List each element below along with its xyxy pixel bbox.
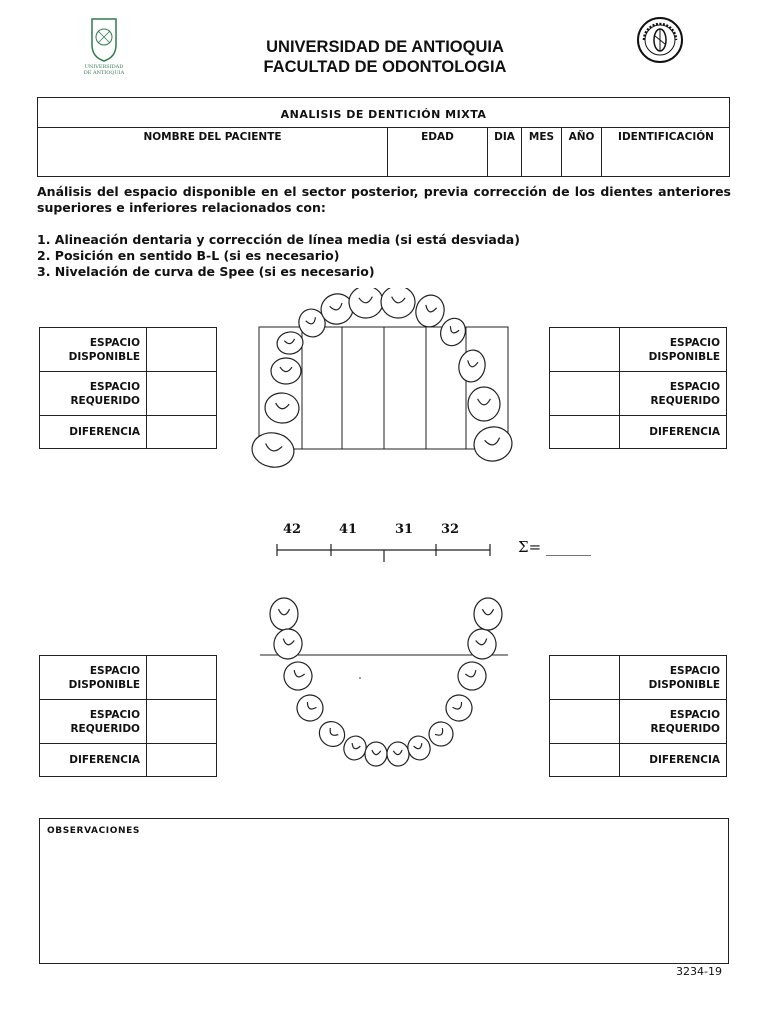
university-logo [78, 15, 130, 79]
step-item: 1. Alineación dentaria y corrección de línea media (si está desviada) [37, 232, 520, 247]
tooth-number: 41 [339, 522, 358, 537]
lower-arch-diagram [252, 596, 518, 770]
available-space-label: ESPACIO DISPONIBLE [40, 328, 147, 372]
required-space-label: ESPACIO REQUERIDO [40, 700, 147, 744]
month-field[interactable]: MES [521, 128, 561, 177]
step-item: 2. Posición en sentido B-L (si es necesario) [37, 248, 340, 263]
space-table-lower-left [39, 655, 217, 777]
available-space-label: ESPACIO DISPONIBLE [620, 656, 727, 700]
difference-label: DIFERENCIA [620, 744, 727, 777]
year-field[interactable]: AÑO [561, 128, 601, 177]
tooth-number: 42 [283, 522, 302, 537]
identification-field[interactable]: IDENTIFICACIÓN [601, 128, 730, 177]
space-table-upper-left [39, 327, 217, 449]
steps-list [37, 232, 731, 280]
tooth-outline [380, 288, 417, 319]
form-code: 3234-19 [676, 965, 722, 978]
age-field[interactable]: EDAD [387, 128, 487, 177]
university-name: UNIVERSIDAD DE ANTIOQUIA [266, 38, 504, 56]
patient-form [37, 97, 730, 177]
intro-text: Análisis del espacio disponible en el sector posterior, previa corrección de los dientes anteriores superiores e inferiores relacionados con: [37, 184, 731, 215]
difference-label: DIFERENCIA [40, 744, 147, 777]
observations-label: OBSERVACIONES [47, 826, 140, 836]
difference-label: DIFERENCIA [620, 416, 727, 449]
step-item: 3. Nivelación de curva de Spee (si es necesario) [37, 264, 375, 279]
observations-box[interactable] [39, 818, 729, 964]
required-space-label: ESPACIO REQUERIDO [620, 700, 727, 744]
available-space-input[interactable] [147, 656, 217, 700]
required-space-label: ESPACIO REQUERIDO [40, 372, 147, 416]
svg-text:DE ANTIOQUIA: DE ANTIOQUIA [83, 70, 125, 76]
required-space-input[interactable] [550, 700, 620, 744]
faculty-name: FACULTAD DE ODONTOLOGIA [263, 58, 507, 76]
required-space-input[interactable] [550, 372, 620, 416]
tooth-outline [348, 288, 385, 319]
faculty-seal-logo [636, 16, 684, 64]
available-space-label: ESPACIO DISPONIBLE [620, 328, 727, 372]
tooth-number: 32 [441, 522, 460, 537]
svg-text:UNIVERSIDAD: UNIVERSIDAD [84, 64, 124, 70]
required-space-label: ESPACIO REQUERIDO [620, 372, 727, 416]
incisor-sum-field[interactable]: Σ= ______ [518, 538, 591, 556]
day-field[interactable]: DIA [487, 128, 521, 177]
form-title: ANALISIS DE DENTICIÓN MIXTA [38, 98, 729, 128]
upper-arch-diagram [240, 288, 530, 480]
available-space-input[interactable] [147, 328, 217, 372]
required-space-input[interactable] [147, 372, 217, 416]
available-space-input[interactable] [550, 328, 620, 372]
available-space-input[interactable] [550, 656, 620, 700]
space-table-lower-right [549, 655, 727, 777]
tooth-number: 31 [395, 522, 414, 537]
difference-input[interactable] [147, 416, 217, 449]
available-space-label: ESPACIO DISPONIBLE [40, 656, 147, 700]
difference-input[interactable] [550, 416, 620, 449]
required-space-input[interactable] [147, 700, 217, 744]
space-table-upper-right [549, 327, 727, 449]
difference-input[interactable] [147, 744, 217, 777]
incisor-measure-bracket [274, 540, 494, 564]
difference-label: DIFERENCIA [40, 416, 147, 449]
difference-input[interactable] [550, 744, 620, 777]
patient-name-field[interactable]: NOMBRE DEL PACIENTE [143, 131, 282, 143]
